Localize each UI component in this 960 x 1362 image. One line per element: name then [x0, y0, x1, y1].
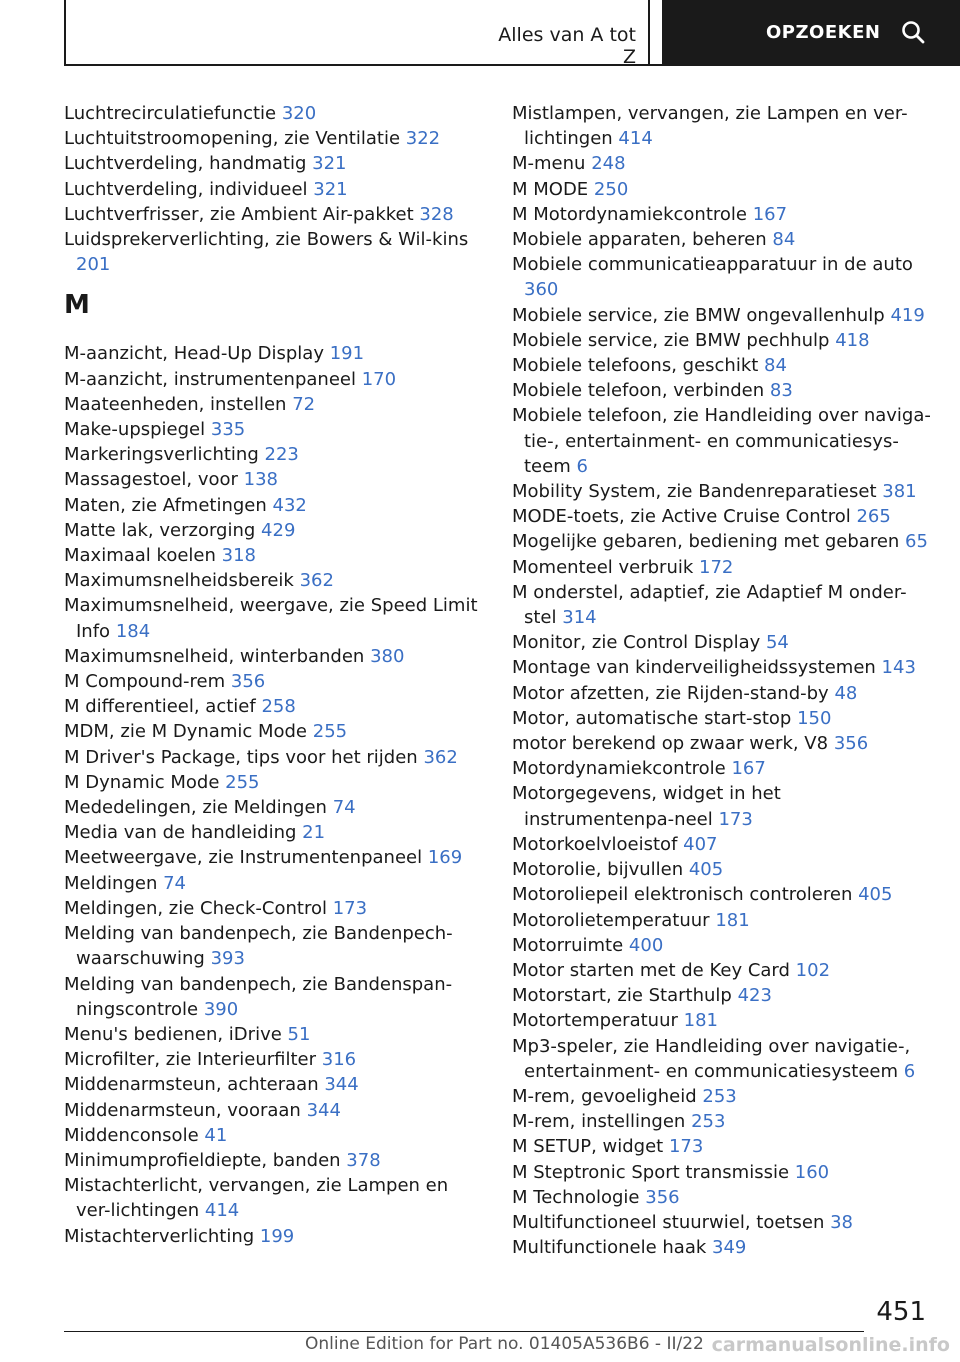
page-link[interactable]: 328 [419, 203, 454, 225]
entry-text: Mobiele service, zie BMW ongevallenhulp [512, 304, 885, 326]
page-link[interactable]: 318 [221, 545, 256, 567]
page-link[interactable]: 138 [243, 469, 278, 491]
entry-text: Momenteel verbruik [512, 556, 694, 578]
index-entry [64, 845, 484, 870]
footer-rule [64, 1331, 864, 1332]
entry-text: Mistlampen, vervangen, zie Lampen en ver-lichtingen [512, 103, 908, 150]
entry-text: Maximumsnelheid, winterbanden [64, 645, 365, 667]
page-link[interactable]: 349 [712, 1237, 747, 1259]
page-link[interactable]: 418 [835, 329, 870, 351]
index-entry [512, 882, 936, 907]
entry-text: Maximumsnelheidsbereik [64, 570, 294, 592]
page-link[interactable]: 223 [264, 444, 299, 466]
entry-text: Montage van kinderveiligheidssystemen [512, 657, 876, 679]
index-entry [512, 252, 936, 302]
index-entry [512, 630, 936, 655]
entry-text: M onderstel, adaptief, zie Adaptief M onder-stel [512, 581, 907, 629]
index-entry [512, 378, 936, 403]
entry-text: Melding van bandenpech, zie Bandenspan-ningscontrole [64, 973, 453, 1020]
index-entry [64, 126, 484, 151]
entry-text: Mobiele apparaten, beheren [512, 229, 767, 251]
entry-text: Motordynamiekcontrole [512, 758, 726, 780]
index-entry [512, 555, 936, 580]
index-entry [512, 958, 936, 983]
edition-note: Online Edition for Part no. 01405A536B6 - II/22 [305, 1334, 704, 1354]
entry-text: Mobility System, zie Bandenreparatieset [512, 481, 877, 503]
index-entry [512, 353, 936, 378]
page-link[interactable]: 41 [204, 1124, 228, 1146]
index-entry [64, 341, 484, 366]
index-entry [512, 580, 936, 630]
index-entry [64, 820, 484, 845]
page-link[interactable]: 407 [683, 833, 718, 855]
opzoeken-tab[interactable] [662, 0, 960, 64]
page-link[interactable]: 184 [115, 620, 151, 642]
entry-text: Luchtuitstroomopening, zie Ventilatie [64, 128, 401, 150]
entry-text: M Steptronic Sport transmissie [512, 1161, 790, 1183]
entry-text: Maten, zie Afmetingen [64, 494, 267, 516]
index-entry [512, 529, 936, 554]
page-link[interactable]: 248 [591, 153, 626, 175]
entry-text: Massagestoel, voor [64, 469, 238, 491]
entry-text: Maximaal koelen [64, 545, 216, 567]
page-link[interactable]: 400 [628, 934, 664, 956]
index-entry [512, 1034, 936, 1084]
index-entry [64, 467, 484, 492]
section-title: Alles van A tot Z [498, 24, 636, 68]
page-link[interactable]: 84 [772, 229, 796, 251]
entry-text: Motor, automatische start-stop [512, 707, 792, 729]
entry-text: Motor starten met de Key Card [512, 959, 790, 981]
entry-text: Markeringsverlichting [64, 444, 259, 466]
entry-text: Motorgegevens, widget in het instrumentenpa-neel [512, 783, 781, 830]
index-entry [512, 908, 936, 933]
page-link[interactable]: 173 [718, 808, 753, 830]
page-link[interactable]: 356 [645, 1186, 680, 1208]
page-link[interactable]: 54 [765, 632, 789, 654]
entry-text: Luchtverfrisser, zie Ambient Air-pakket [64, 203, 414, 225]
page-link[interactable]: 381 [882, 481, 917, 503]
page-link[interactable]: 393 [210, 948, 245, 970]
page-link[interactable]: 74 [332, 797, 356, 819]
entry-text: M Technologie [512, 1186, 640, 1208]
page-link[interactable]: 321 [313, 178, 348, 200]
page-link[interactable]: 265 [856, 506, 891, 528]
page-link[interactable]: 429 [261, 519, 296, 541]
index-entry [64, 227, 484, 277]
entry-text: Motorolietemperatuur [512, 909, 710, 931]
entry-text: Multifunctioneel stuurwiel, toetsen [512, 1211, 825, 1233]
index-entry [64, 1224, 484, 1249]
entry-text: Mobiele service, zie BMW pechhulp [512, 329, 830, 351]
page-link[interactable]: 253 [691, 1111, 726, 1133]
page-link[interactable]: 255 [312, 721, 348, 743]
page-link[interactable]: 21 [302, 822, 326, 844]
entry-text: Maximumsnelheid, weergave, zie Speed Limit Info [64, 595, 478, 642]
entry-text: Melding van bandenpech, zie Bandenpech-waarschuwing [64, 923, 453, 970]
index-entry [512, 706, 936, 731]
page-link[interactable]: 322 [405, 128, 441, 150]
page-link[interactable]: 335 [210, 419, 246, 441]
index-entry [64, 202, 484, 227]
entry-text: Luchtverdeling, handmatig [64, 153, 307, 175]
index-entry [64, 1123, 484, 1148]
page-link[interactable]: 181 [715, 909, 750, 931]
page-link[interactable]: 362 [299, 570, 334, 592]
page-link[interactable]: 414 [204, 1200, 240, 1222]
entry-text: Luidsprekerverlichting, zie Bowers & Wil-kins [64, 229, 469, 251]
page-link[interactable]: 201 [76, 254, 111, 276]
page-link[interactable]: 169 [427, 847, 463, 869]
index-entry [64, 392, 484, 417]
index-entry [512, 227, 936, 252]
index-entry [64, 1173, 484, 1223]
page-link[interactable]: 423 [737, 985, 772, 1007]
entry-text: Luchtverdeling, individueel [64, 178, 308, 200]
page-link[interactable]: 74 [163, 872, 186, 894]
index-entry [512, 857, 936, 882]
index-entry [64, 1072, 484, 1097]
index-entry [64, 177, 484, 202]
page-link[interactable]: 150 [797, 707, 832, 729]
index-column-right [512, 101, 936, 1260]
index-entry [512, 832, 936, 857]
page-link[interactable]: 48 [834, 682, 858, 704]
page-link[interactable]: 181 [683, 1010, 718, 1032]
page-link[interactable]: 419 [890, 304, 925, 326]
index-entry [512, 1109, 936, 1134]
page-link[interactable]: 173 [668, 1136, 704, 1158]
page-link[interactable]: 143 [881, 657, 916, 679]
index-entry [512, 479, 936, 504]
entry-text: Maateenheden, instellen [64, 393, 287, 415]
index-entry [512, 303, 936, 328]
entry-text: Motorstart, zie Starthulp [512, 985, 732, 1007]
index-entry [64, 770, 484, 795]
index-entry [64, 1022, 484, 1047]
entry-text: M-aanzicht, instrumentenpaneel [64, 368, 356, 390]
page-link[interactable]: 414 [618, 128, 653, 150]
entry-text: Mobiele telefoon, zie Handleiding over naviga-tie-, entertainment- en communicatiesys-teem [512, 405, 931, 477]
page-link[interactable]: 173 [332, 897, 368, 919]
index-entry [512, 1008, 936, 1033]
index-entry [512, 328, 936, 353]
entry-text: Matte lak, verzorging [64, 519, 256, 541]
header-left-border [64, 0, 66, 66]
page-link[interactable]: 84 [764, 355, 787, 377]
search-icon [900, 19, 926, 45]
entry-text: Middenconsole [64, 1124, 199, 1146]
header-divider [648, 0, 650, 66]
page-link[interactable]: 258 [261, 696, 296, 718]
index-entry [64, 921, 484, 971]
page-link[interactable]: 344 [306, 1099, 341, 1121]
index-entry [64, 896, 484, 921]
index-entry [512, 1160, 936, 1185]
entry-text: M Compound-rem [64, 671, 226, 693]
page-link[interactable]: 321 [312, 153, 347, 175]
entry-text: M MODE [512, 178, 589, 200]
page-link[interactable]: 380 [370, 645, 405, 667]
page-link[interactable]: 51 [287, 1023, 311, 1045]
page-link[interactable]: 191 [329, 343, 365, 365]
index-entry [64, 593, 484, 643]
index-entry [64, 795, 484, 820]
entry-text: Meldingen [64, 872, 158, 894]
entry-text: M-menu [512, 153, 586, 175]
entry-text: Middenarmsteun, vooraan [64, 1099, 301, 1121]
page-link[interactable]: 356 [230, 671, 266, 693]
index-entry [64, 1148, 484, 1173]
entry-text: M-rem, gevoeligheid [512, 1085, 697, 1107]
entry-text: Multifunctionele haak [512, 1237, 707, 1259]
index-entry [64, 719, 484, 744]
index-entry [512, 731, 936, 756]
entry-text: Media van de handleiding [64, 822, 297, 844]
index-entry [512, 504, 936, 529]
page-link[interactable]: 362 [423, 746, 458, 768]
index-entry [64, 1098, 484, 1123]
index-entry [512, 1235, 936, 1260]
entry-text: M differentieel, actief [64, 696, 256, 718]
page-link[interactable]: 160 [794, 1161, 830, 1183]
page-link[interactable]: 405 [858, 884, 893, 906]
entry-text: Monitor, zie Control Display [512, 632, 761, 654]
page-link[interactable]: 199 [259, 1225, 295, 1247]
entry-text: Mobiele telefoon, verbinden [512, 380, 765, 402]
page-link[interactable]: 65 [905, 531, 928, 553]
index-entry [64, 101, 484, 126]
index-entry [512, 1134, 936, 1159]
page-link[interactable]: 83 [769, 380, 793, 402]
page-link[interactable]: 316 [321, 1049, 357, 1071]
entry-text: Motorkoelvloeistof [512, 833, 678, 855]
entry-text: M SETUP, widget [512, 1136, 664, 1158]
entry-text: Mistachterlicht, vervangen, zie Lampen en ver-lichtingen [64, 1175, 449, 1222]
index-entry [512, 1185, 936, 1210]
entry-text: Meetweergave, zie Instrumentenpaneel [64, 847, 423, 869]
page-link[interactable]: 6 [903, 1060, 916, 1082]
entry-text: motor berekend op zwaar werk, V8 [512, 733, 829, 755]
page-number: 451 [876, 1297, 926, 1327]
index-entry [512, 177, 936, 202]
page-link[interactable]: 38 [830, 1211, 853, 1233]
tab-label: OPZOEKEN [766, 21, 881, 43]
entry-text: M Dynamic Mode [64, 771, 220, 793]
entry-text: Luchtrecirculatiefunctie [64, 103, 277, 124]
index-entry [64, 367, 484, 392]
page-link[interactable]: 356 [833, 733, 869, 755]
entry-text: Motorruimte [512, 934, 624, 956]
entry-text: Motoroliepeil elektronisch controleren [512, 884, 853, 906]
page-link[interactable]: 253 [702, 1085, 737, 1107]
entry-text: Mobiele telefoons, geschikt [512, 355, 759, 377]
page-link[interactable]: 72 [292, 393, 316, 415]
entry-text: Motortemperatuur [512, 1010, 678, 1032]
page-link[interactable]: 378 [346, 1149, 381, 1171]
index-entry [512, 756, 936, 781]
entry-text: M-aanzicht, Head-Up Display [64, 343, 324, 365]
entry-text: MODE-toets, zie Active Cruise Control [512, 506, 851, 528]
index-entry [64, 1047, 484, 1072]
entry-text: M-rem, instellingen [512, 1111, 686, 1133]
entry-text: M Driver's Package, tips voor het rijden [64, 746, 418, 768]
index-entry [64, 694, 484, 719]
entry-text: Motor afzetten, zie Rijden-stand-by [512, 682, 829, 704]
entry-text: Microfilter, zie Interieurfilter [64, 1049, 317, 1071]
index-entry [64, 151, 484, 176]
entry-text: Make-upspiegel [64, 419, 206, 441]
index-entry [64, 745, 484, 770]
index-entry [64, 644, 484, 669]
page-link[interactable]: 250 [593, 178, 629, 200]
index-entry [512, 151, 936, 176]
page-link[interactable]: 167 [731, 758, 766, 780]
index-entry [512, 202, 936, 227]
entry-text: Middenarmsteun, achteraan [64, 1074, 319, 1096]
entry-text: Motorolie, bijvullen [512, 859, 684, 881]
page-link[interactable]: 6 [576, 455, 588, 477]
page-link[interactable]: 344 [324, 1074, 359, 1096]
page-link[interactable]: 172 [699, 556, 734, 578]
index-entry [64, 417, 484, 442]
index-entry [512, 781, 936, 831]
index-entry [64, 669, 484, 694]
index-entry [64, 518, 484, 543]
page-link[interactable]: 170 [361, 368, 397, 390]
index-entry [64, 442, 484, 467]
entry-text: Mededelingen, zie Meldingen [64, 797, 327, 819]
index-entry [512, 403, 936, 479]
index-entry [64, 493, 484, 518]
entry-text: Meldingen, zie Check-Control [64, 897, 327, 919]
index-entry [512, 655, 936, 680]
entry-text: Mobiele communicatieapparatuur in de auto [512, 254, 913, 276]
entry-text: Menu's bedienen, iDrive [64, 1023, 282, 1045]
entry-text: Mogelijke gebaren, bediening met gebaren [512, 531, 900, 553]
entry-text: Minimumprofieldiepte, banden [64, 1149, 341, 1171]
page-link[interactable]: 167 [752, 203, 788, 225]
page-link[interactable]: 314 [562, 607, 597, 629]
index-entry [64, 543, 484, 568]
entry-text: Mistachterverlichting [64, 1225, 255, 1247]
page-link[interactable]: 432 [272, 494, 307, 516]
entry-text: M Motordynamiekcontrole [512, 203, 747, 225]
index-entry [512, 681, 936, 706]
index-entry [512, 1084, 936, 1109]
entry-text: Mp3-speler, zie Handleiding over navigatie-, entertainment- en communicatiesysteem [512, 1035, 911, 1082]
index-entry [64, 871, 484, 896]
index-column-left [64, 101, 484, 1249]
index-letter-heading: M [64, 290, 90, 321]
page-link[interactable]: 405 [688, 859, 724, 881]
page-link[interactable]: 320 [281, 103, 317, 124]
index-entry [64, 568, 484, 593]
page-link[interactable]: 360 [524, 279, 559, 301]
index-entry [512, 983, 936, 1008]
index-entry [512, 101, 936, 151]
index-entry [512, 933, 936, 958]
page-link[interactable]: 390 [203, 998, 239, 1020]
entry-text: MDM, zie M Dynamic Mode [64, 721, 308, 743]
page-link[interactable]: 102 [795, 959, 831, 981]
index-entry [512, 1210, 936, 1235]
watermark: carmanualsonline.info [711, 1334, 950, 1356]
index-entry [64, 972, 484, 1022]
page-link[interactable]: 255 [225, 771, 260, 793]
